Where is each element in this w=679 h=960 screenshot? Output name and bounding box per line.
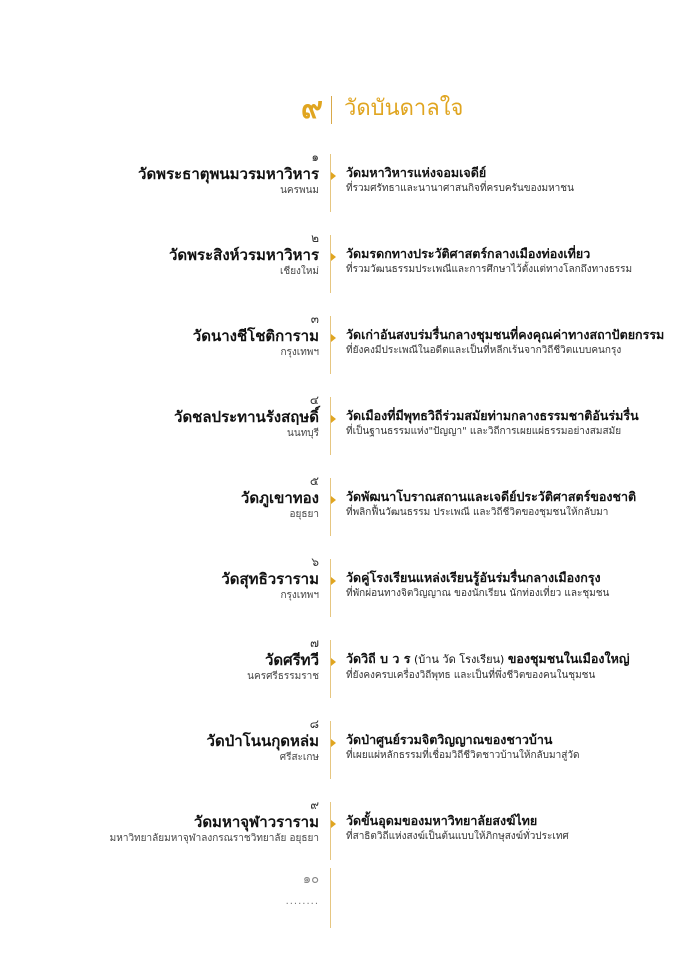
arrow-tick-icon [331, 334, 336, 342]
temple-entry-5 [0, 474, 679, 540]
entry-number: ๕ [309, 474, 319, 488]
entry-number: ๙ [310, 798, 319, 812]
temple-name: วัดชลประทานรังสฤษดิ์ [174, 408, 319, 426]
entry-headline: วัดเมืองที่มีพุทธวิถีร่วมสมัยท่ามกลางธรรมชาติอันร่มรื่น [346, 408, 639, 423]
entry-headline: วัดป่าศูนย์รวมจิตวิญญาณของชาวบ้าน [346, 732, 553, 747]
entry-left [247, 636, 319, 684]
entry-number: ๓ [310, 312, 319, 326]
entry-left [174, 393, 319, 441]
temple-entry-1 [0, 150, 679, 216]
divider-line [330, 235, 331, 293]
entry-right [346, 164, 574, 196]
divider-line [330, 316, 331, 374]
entry-left [138, 150, 319, 198]
arrow-tick-icon [331, 172, 336, 180]
arrow-tick-icon [331, 577, 336, 585]
divider-line [330, 721, 331, 779]
headline-parenthetical: (บ้าน วัด โรงเรียน) [410, 653, 508, 666]
temple-entry-3 [0, 312, 679, 378]
entry-headline: วัดมรดกทางประวัติศาสตร์กลางเมืองท่องเที่ยว [346, 246, 591, 261]
divider-line [330, 478, 331, 536]
entry-number: ๘ [309, 717, 319, 731]
temple-province: ศรีสะเกษ [279, 752, 319, 763]
entry-description: ที่พลิกฟื้นวัฒนธรรม ประเพณี และวิถีชีวิตของชุมชนให้กลับมา [346, 507, 609, 518]
entry-headline: วัดมหาวิหารแห่งจอมเจดีย์ [346, 165, 487, 180]
entry-right [346, 650, 630, 683]
section-header [0, 90, 679, 130]
divider-line [330, 802, 331, 860]
entry-description: ที่พักผ่อนทางจิตวิญญาณ ของนักเรียน นักท่องเที่ยว และชุมชน [346, 588, 610, 599]
entry-right [346, 812, 569, 844]
temple-name: วัดนางชีโชติการาม [192, 327, 319, 345]
temple-entry-6 [0, 555, 679, 621]
temple-name: วัดภูเขาทอง [240, 489, 319, 507]
arrow-tick-icon [331, 658, 336, 666]
entry-right [346, 407, 639, 439]
placeholder-dots: ........ [285, 896, 319, 907]
entry-description: ที่ยังคงครบเครื่องวิถีพุทธ และเป็นที่พึ่งชีวิตของคนในชุมชน [346, 670, 596, 681]
temple-province: กรุงเทพฯ [280, 590, 319, 601]
entry-headline: วัดเก่าอันสงบร่มรื่นกลางชุมชนที่คงคุณค่าทางสถาปัตยกรรม [346, 327, 665, 342]
temple-province: อยุธยา [289, 509, 319, 520]
temple-entry-2 [0, 231, 679, 297]
entry-number: ๑ [311, 150, 319, 164]
temple-entry-8 [0, 717, 679, 783]
entry-right [346, 326, 664, 358]
entry-number: ๒ [311, 231, 319, 245]
entry-left [110, 798, 319, 846]
entry-headline: วัดคู่โรงเรียนแหล่งเรียนรู้อันร่มรื่นกลางเมืองกรุง [346, 570, 601, 585]
entry-description: ที่รวมวัฒนธรรมประเพณีและการศึกษาไว้ตั้งแต่ทางโลกถึงทางธรรม [346, 264, 633, 275]
entry-description: ที่ยังคงมีประเพณีในอดีตและเป็นที่หลีกเร้นจากวิถีชีวิตแบบคนกรุง [346, 345, 622, 356]
divider-line [330, 640, 331, 698]
temple-province: มหาวิทยาลัยมหาจุฬาลงกรณราชวิทยาลัย อยุธยา [109, 833, 319, 844]
divider-line [330, 397, 331, 455]
temple-name: วัดป่าโนนกุดหล่ม [206, 732, 319, 750]
arrow-tick-icon [331, 253, 336, 261]
arrow-tick-icon [331, 415, 336, 423]
divider-line [330, 868, 331, 928]
divider-line [330, 154, 331, 212]
temple-province: กรุงเทพฯ [280, 347, 319, 358]
entry-description: ที่เป็นฐานธรรมแห่ง"ปัญญา" และวิถีการเผยแผ่ธรรมอย่างสมสมัย [346, 426, 622, 437]
entry-left [241, 474, 319, 522]
temple-name: วัดสุทธิวราราม [221, 570, 319, 588]
temple-province: เชียงใหม่ [279, 266, 319, 277]
temple-name: วัดพระสิงห์วรมหาวิหาร [169, 246, 319, 264]
entry-description: ที่เผยแผ่หลักธรรมที่เชื่อมวิถีชีวิตชาวบ้านให้กลับมาสู่วัด [346, 750, 580, 761]
entry-number: ๖ [311, 555, 319, 569]
temple-province: นนทบุรี [287, 428, 319, 439]
temple-province: นครพนม [280, 185, 319, 196]
entry-right [346, 488, 636, 520]
entry-left [169, 231, 319, 279]
arrow-tick-icon [331, 739, 336, 747]
header-divider [331, 96, 332, 124]
entry-right [346, 245, 632, 277]
temple-entry-9 [0, 798, 679, 864]
entry-right [346, 569, 609, 601]
temple-name: วัดพระธาตุพนมวรมหาวิหาร [138, 165, 319, 183]
section-number: ๙ [301, 91, 323, 126]
entry-description: ที่รวมศรัทธาและนานาศาสนกิจที่ครบครันของมหาชน [346, 183, 574, 194]
entry-description: ที่สาธิตวิถีแห่งสงฆ์เป็นต้นแบบให้ภิกษุสงฆ์ทั่วประเทศ [346, 831, 569, 842]
temple-entry-7 [0, 636, 679, 702]
entry-headline: วัดวิถี บ ว ร (บ้าน วัด โรงเรียน) ของชุมชนในเมืองใหญ่ [346, 651, 630, 666]
temple-province: นครศรีธรรมราช [247, 671, 319, 682]
divider-line [330, 559, 331, 617]
arrow-tick-icon [331, 820, 336, 828]
entry-right [346, 731, 579, 763]
temple-entry-4 [0, 393, 679, 459]
entry-left [207, 717, 319, 765]
temple-name: วัดศรีทวี [264, 651, 319, 669]
arrow-tick-icon [331, 496, 336, 504]
entry-left [221, 555, 319, 603]
entry-headline: วัดพัฒนาโบราณสถานและเจดีย์ประวัติศาสตร์ของชาติ [346, 489, 637, 504]
next-entry-number: ๑๐ [302, 872, 319, 887]
entry-number: ๗ [309, 636, 319, 650]
section-title: วัดบันดาลใจ [344, 96, 464, 121]
entry-number: ๔ [309, 393, 319, 407]
temple-name: วัดมหาจุฬาวราราม [193, 813, 319, 831]
entry-headline: วัดขั้นอุดมของมหาวิทยาลัยสงฆ์ไทย [346, 813, 538, 828]
entry-left [193, 312, 319, 360]
